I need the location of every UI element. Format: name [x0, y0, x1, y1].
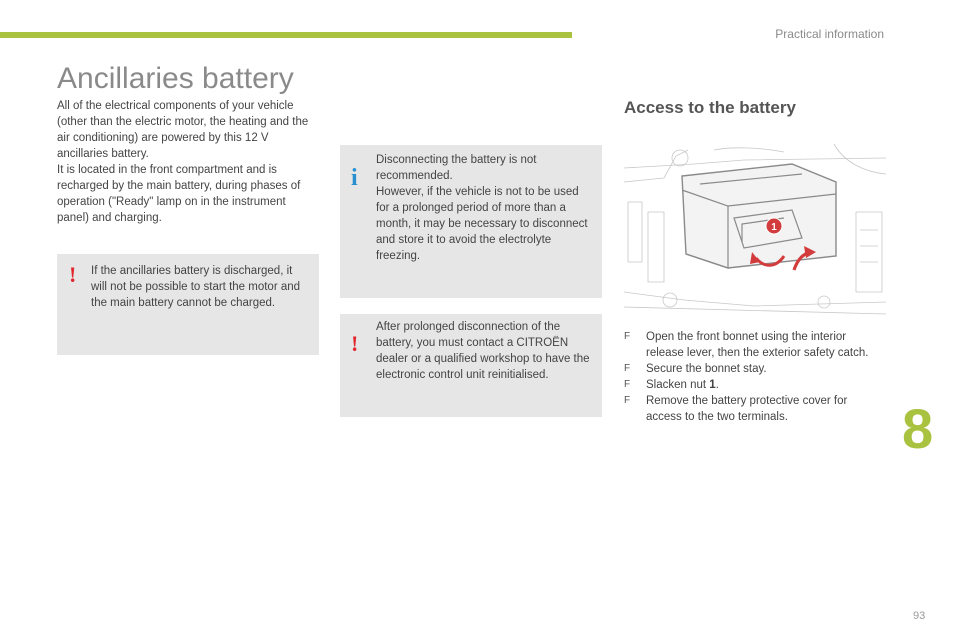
bullet-icon: F [624, 331, 631, 342]
step-item [624, 329, 886, 361]
bullet-icon: F [624, 363, 631, 374]
reconnect-warning-text: After prolonged disconnection of the battery, you must contact a CITROËN dealer or a qualified workshop to have the electronic control unit reinitialised. [376, 321, 590, 381]
step-item [624, 393, 886, 425]
battery-compartment-illustration [624, 142, 886, 322]
header-accent-bar [0, 32, 572, 38]
info-icon: i [351, 165, 358, 191]
step-emphasis: 1 [709, 379, 716, 391]
step-text: Slacken nut [646, 379, 710, 391]
step-text: . [715, 379, 719, 391]
disconnect-info-line: Disconnecting the battery is not recommended. [376, 154, 537, 182]
page-title: Ancillaries battery [57, 62, 294, 95]
step-text: Remove the battery protective cover for access to the two terminals. [646, 395, 848, 423]
access-heading: Access to the battery [624, 98, 796, 117]
section-title: Practical information [775, 27, 884, 41]
intro-paragraph: It is located in the front compartment and is recharged by the main battery, during phases of operation ("Ready" lamp on in the instrument panel) and charging. [57, 164, 301, 224]
warning-icon: ! [69, 262, 77, 287]
step-text: Secure the bonnet stay. [646, 363, 767, 375]
discharged-warning-text: If the ancillaries battery is discharged, it will not be possible to start the motor and the main battery cannot be charged. [91, 265, 301, 309]
bullet-icon: F [624, 395, 631, 406]
chapter-number: 8 [902, 397, 934, 460]
step-item [624, 377, 886, 393]
illustration-callout-number: 1 [771, 222, 777, 233]
step-item [624, 361, 886, 377]
bullet-icon: F [624, 379, 631, 390]
page-number: 93 [913, 610, 926, 622]
intro-paragraph: All of the electrical components of your vehicle (other than the electric motor, the heating and the air conditioning) are powered by this 12 V ancillaries battery. [57, 100, 309, 160]
disconnect-info-text [376, 152, 588, 264]
intro-text [57, 98, 319, 226]
discharged-warning-box [57, 254, 319, 355]
step-text: Open the front bonnet using the interior release lever, then the exterior safety catch. [646, 331, 869, 359]
reconnect-warning-box [340, 314, 602, 417]
disconnect-info-box [340, 145, 602, 298]
warning-icon: ! [351, 331, 359, 356]
disconnect-info-line: However, if the vehicle is not to be used for a prolonged period of more than a month, it may be necessary to disconnect and store it to avoid the electrolyte freezing. [376, 186, 588, 262]
access-steps-list [624, 329, 886, 425]
